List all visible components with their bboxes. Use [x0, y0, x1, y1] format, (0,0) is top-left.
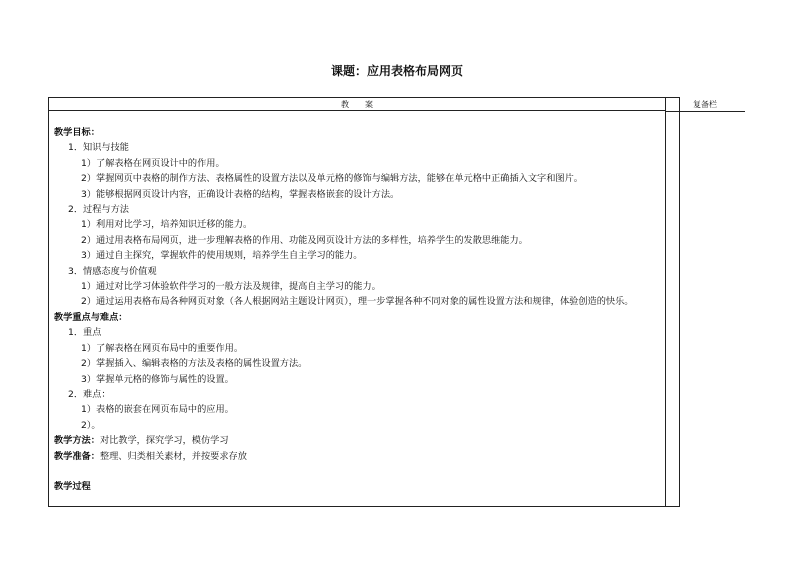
prep-text: 整理、归类相关素材，并按要求存放 — [99, 450, 247, 462]
section-3: 3．情感态度与价值观 — [68, 265, 157, 277]
lesson-plan-table — [48, 97, 717, 507]
item-1-3: 3）能够根据网页设计内容，正确设计表格的结构，掌握表格嵌套的设计方法。 — [81, 188, 400, 200]
item-3-2: 2）通过运用表格布局各种网页对象（各人根据网站主题设计网页），理一步掌握各种不同对象的属性设置方法和规律，体验创造的快乐。 — [81, 296, 634, 308]
process-heading: 教学过程 — [54, 480, 91, 492]
key-item-2-2: 2）。 — [81, 419, 101, 431]
item-1-1: 1）了解表格在网页设计中的作用。 — [81, 157, 225, 169]
key-item-1-3: 3）掌握单元格的修饰与属性的设置。 — [81, 373, 234, 385]
page-title: 课题：应用表格布局网页 — [330, 64, 463, 78]
key-section-2: 2．难点： — [68, 388, 111, 400]
item-1-2: 2）掌握网页中表格的制作方法、表格属性的设置方法以及单元格的修饰与编辑方法，能够在单元格中正确插入文字和图片。 — [81, 173, 583, 185]
key-item-2-1: 1）表格的嵌套在网页布局中的应用。 — [81, 404, 234, 416]
teaching-prep — [54, 449, 660, 464]
item-2-2: 2）通过用表格布局网页，进一步理解表格的作用、功能及网页设计方法的多样性，培养学生的发散思维能力。 — [81, 234, 528, 246]
goals-heading: 教学目标： — [54, 127, 100, 138]
key-item-1-2: 2）掌握插入、编辑表格的方法及表格的属性设置方法。 — [81, 358, 308, 370]
column-divider — [665, 98, 666, 506]
prep-label: 教学准备： — [54, 450, 100, 462]
spacer — [54, 464, 660, 479]
lesson-content — [54, 125, 660, 494]
header-side: 复备栏 — [665, 98, 745, 112]
section-1: 1．知识与技能 — [68, 142, 129, 154]
header-main: 教 案 — [49, 98, 665, 111]
key-points-heading: 教学重点与难点： — [54, 311, 128, 323]
key-section-1: 1．重点 — [68, 327, 102, 339]
key-item-1-1: 1）了解表格在网页布局中的重要作用。 — [81, 342, 244, 354]
teaching-method — [54, 433, 660, 448]
item-2-1: 1）利用对比学习，培养知识迁移的能力。 — [81, 219, 253, 231]
item-2-3: 3）通过自主探究，掌握软件的使用规则，培养学生自主学习的能力。 — [81, 250, 363, 262]
method-label: 教学方法： — [54, 435, 100, 447]
section-2: 2．过程与方法 — [68, 204, 129, 216]
method-text: 对比教学，探究学习，模仿学习 — [99, 435, 229, 447]
item-3-1: 1）通过对比学习体验软件学习的一般方法及规律，提高自主学习的能力。 — [81, 281, 381, 293]
